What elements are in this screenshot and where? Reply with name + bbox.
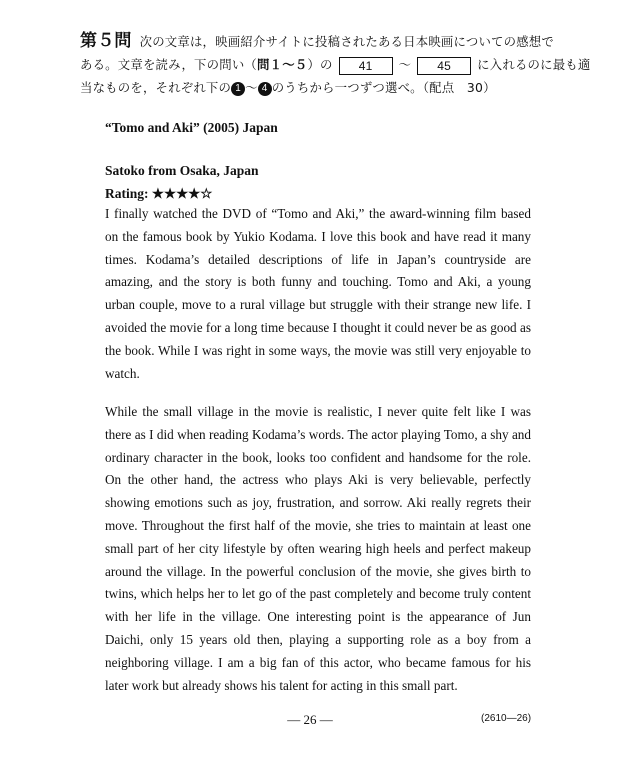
answer-box-41: 41 <box>339 57 393 75</box>
choice-4-circle: 4 <box>258 82 272 96</box>
question-instructions <box>80 30 591 99</box>
choice-range-tilde: 〜 <box>245 80 258 95</box>
exam-code: (2610—26) <box>481 713 532 724</box>
rating <box>105 186 212 202</box>
rating-stars: ★★★★☆ <box>151 186 213 201</box>
instruction-line-2 <box>80 53 591 76</box>
instruction-text-1: 次の文章は，映画紹介サイトに投稿されたある日本映画についての感想で <box>139 34 554 49</box>
review-paragraph-2: While the small village in the movie is realistic, I never quite felt like I was there as I did when reading Kodama’s words. The actor playing Tomo, a shy and ordinary character in the book, looks too confident and handsome for the role. On the other hand, the actress who plays Aki is very believable, perfectly showing emotions such as joy, frustration, and sorrow. Aki really regrets their move. Throughout the first half of the movie, she tries to maintain at least one small part of her city lifestyle by often wearing high heels and perfect makeup around the village. In the powerful conclusion of the movie, she gives birth to twins, which helps her to let go of the past completely and become truly content with her life in the village. One interesting point is the appearance of Jun Daichi, only 15 years old then, playing a supporting role as a boy from a neighboring village. I am a big fan of this actor, who became famous for his later work but already shows his talent for acting in this small part. <box>105 404 531 693</box>
instruction-text-2a: ある。文章を読み，下の問い（ <box>80 57 258 72</box>
instruction-line-3 <box>80 76 560 99</box>
question-range: 問１〜５ <box>257 57 308 72</box>
instruction-text-2c: に入れるのに最も適 <box>477 57 591 72</box>
movie-title: “Tomo and Aki” (2005) Japan <box>105 120 278 135</box>
rating-label: Rating: <box>105 186 149 201</box>
instruction-text-2b: ）の <box>307 57 333 72</box>
choice-1-circle: 1 <box>231 82 245 96</box>
page-number: — 26 — <box>287 712 333 727</box>
answer-box-45: 45 <box>417 57 471 75</box>
question-number: 第５問 <box>80 31 132 51</box>
reviewer-name: Satoko from Osaka, Japan <box>105 163 259 178</box>
box-range-tilde: 〜 <box>398 57 412 72</box>
review-paragraph-1: I finally watched the DVD of “Tomo and Aki,” the award-winning film based on the famous book by Yukio Kodama. I love this book and have read it many times. Kodama’s detailed descriptions of life in Japan’s countryside are amazing, and the story is both funny and touching. Tomo and Aki, a young urban couple, move to a rural village but struggle with their strange new life. I avoided the movie for a long time because I thought it could never be as good as the book. While I was right in some ways, the movie was still very enjoyable to watch. <box>105 206 531 381</box>
instruction-text-3b: のうちから一つずつ選べ。（配点 30） <box>271 80 496 95</box>
instruction-text-3a: 当なものを，それぞれ下の <box>80 80 232 95</box>
instruction-line-1 <box>80 30 560 53</box>
